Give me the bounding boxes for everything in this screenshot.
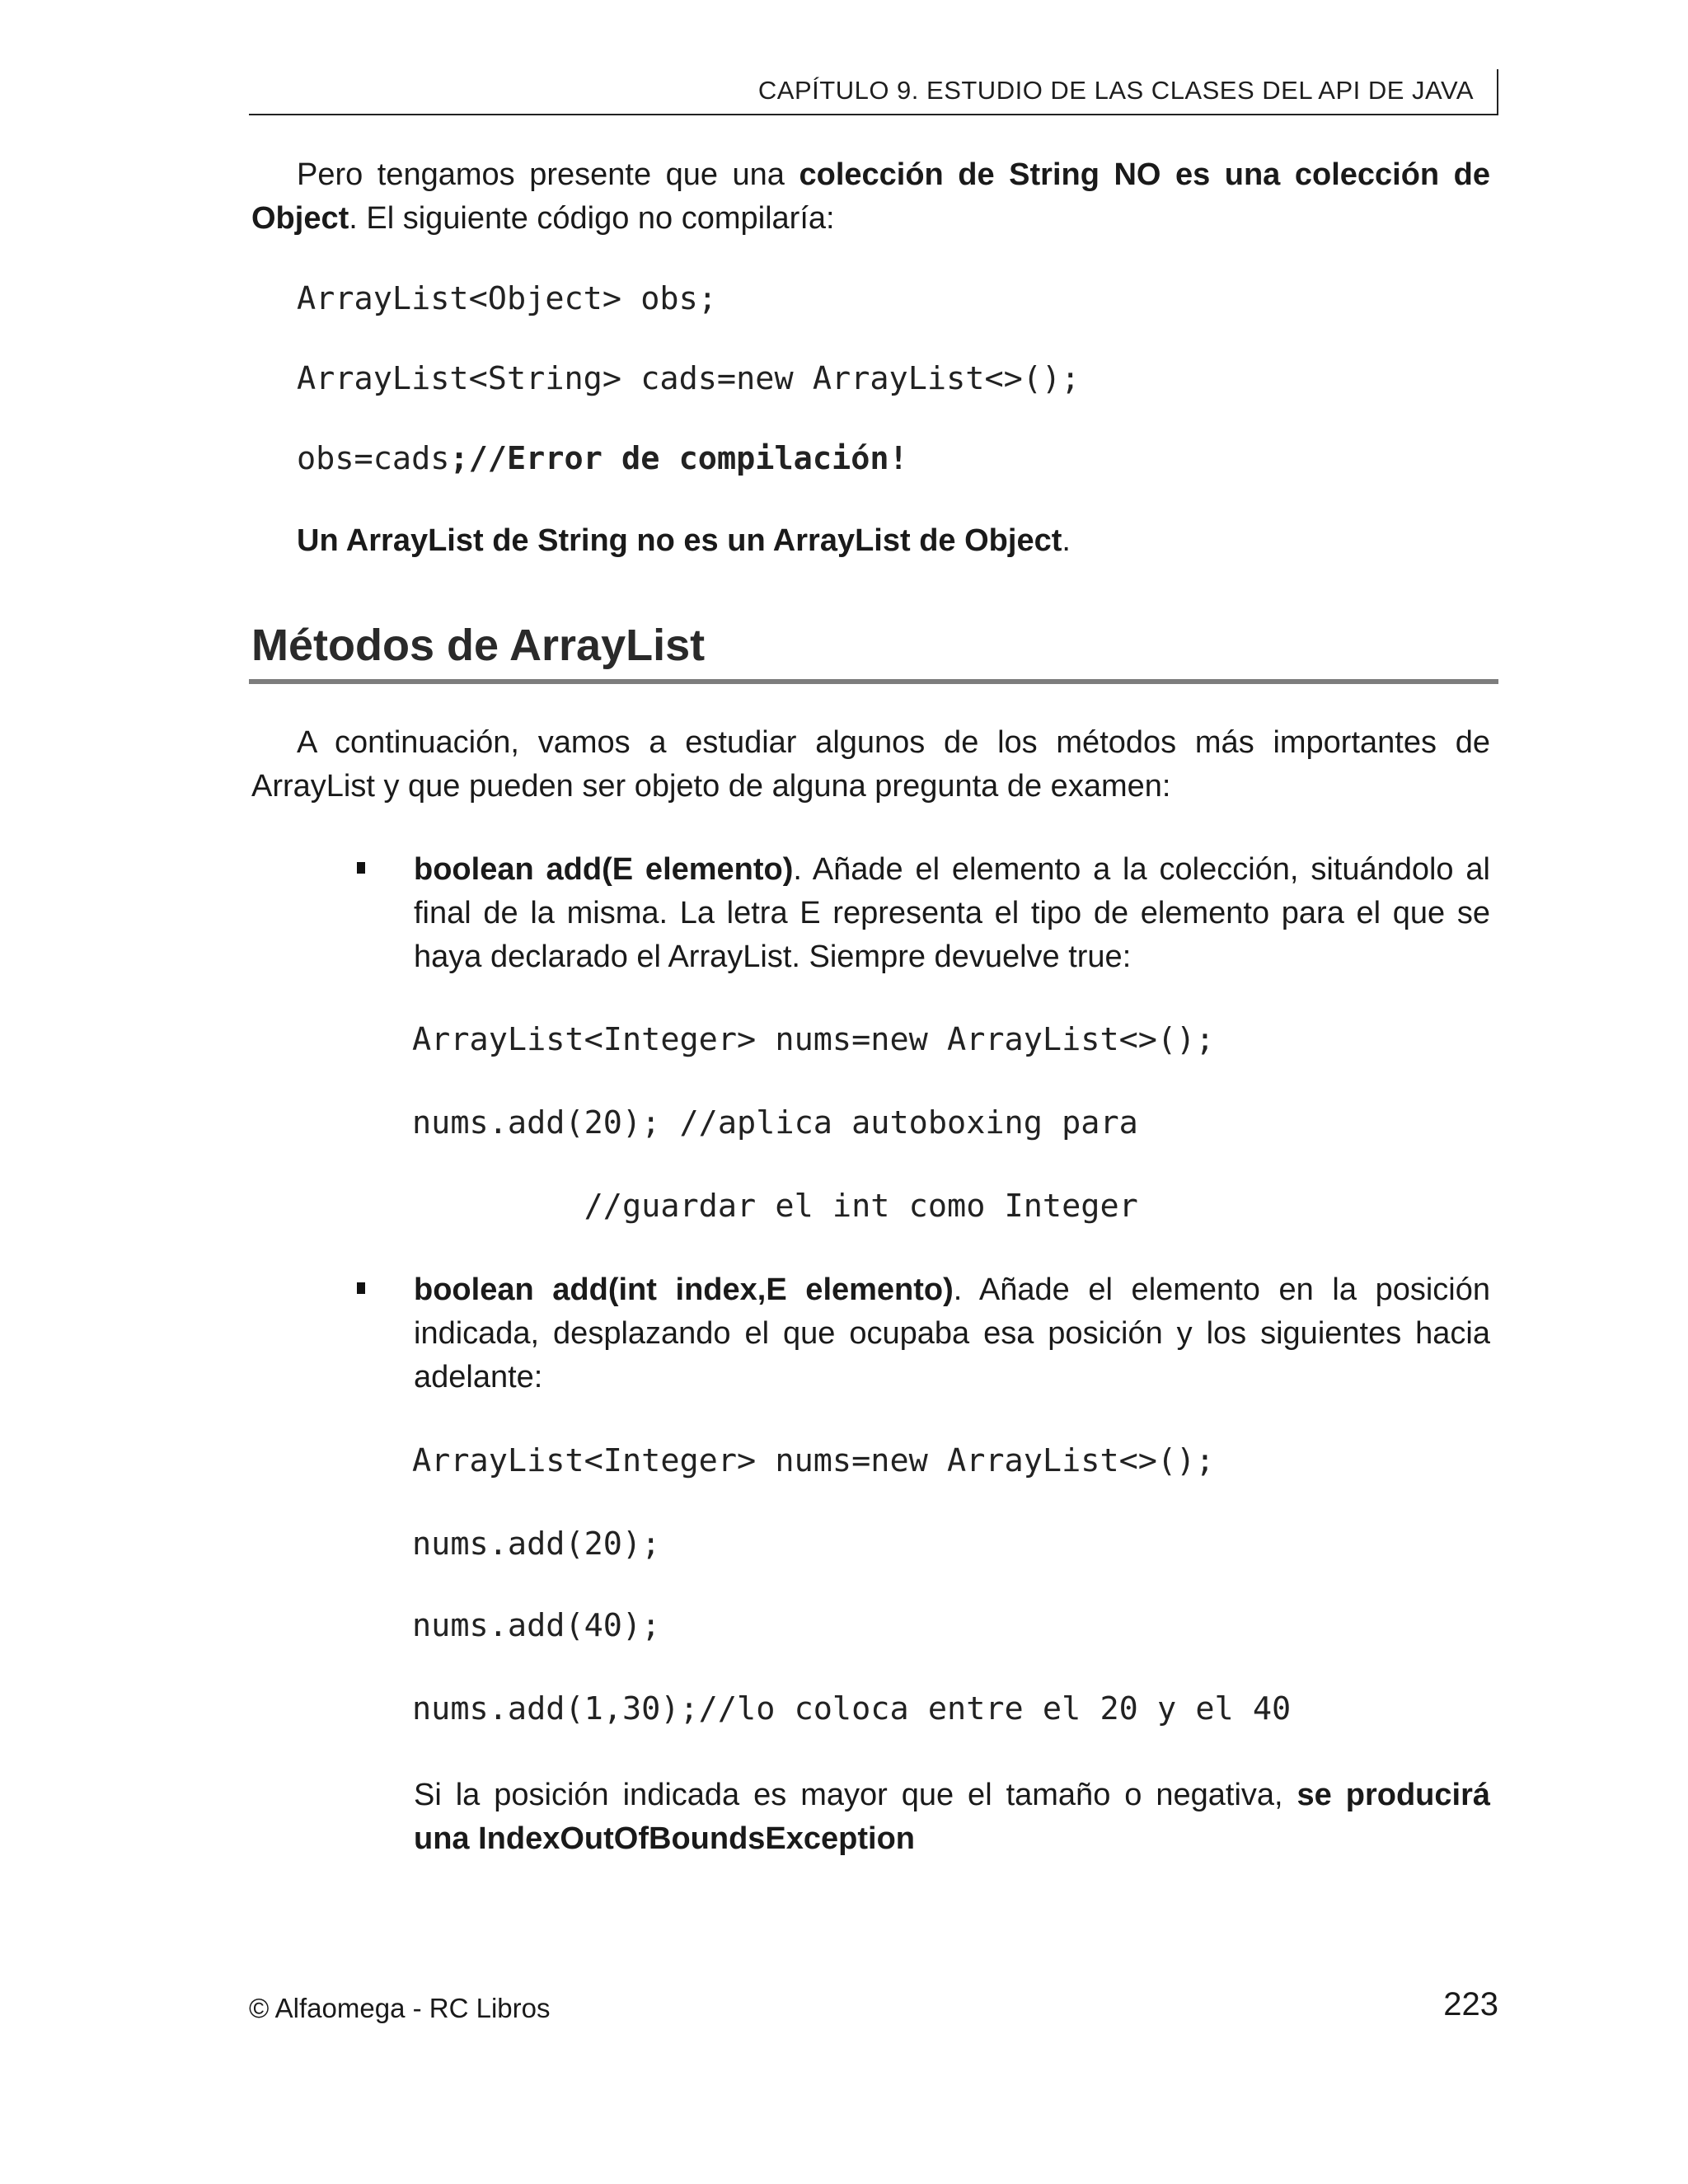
code-line: ArrayList<Integer> nums=new ArrayList<>(); (412, 1021, 1215, 1058)
code-line: nums.add(40); (412, 1607, 661, 1644)
code-line: nums.add(1,30);//lo coloca entre el 20 y el 40 (412, 1690, 1292, 1727)
note-bold: Un ArrayList de String no es un ArrayList de Object (297, 523, 1062, 558)
code-line: ArrayList<Object> obs; (297, 280, 717, 317)
code-bold-comment: ;//Error de compilación! (449, 440, 908, 477)
bullet-icon (357, 862, 365, 874)
section-rule (249, 679, 1498, 684)
exception-note-bold: se producirá una IndexOutOfBoundsException (414, 1778, 1490, 1856)
code-line: nums.add(20); (412, 1526, 661, 1563)
section-intro-paragraph: A continuación, vamos a estudiar algunos de los métodos más importantes de ArrayList y que pueden ser objeto de alguna pregunta de examen: (251, 725, 1490, 804)
method-description-text: . Añade el elemento en la posición indicada, desplazando el que ocupaba esa posición y los siguientes hacia adelante: (414, 1272, 1490, 1394)
exception-note (414, 1774, 1490, 1861)
code-line (297, 440, 908, 477)
code-text: obs=cads (297, 440, 450, 477)
method-description (414, 1268, 1490, 1399)
method-description (414, 848, 1490, 979)
method-description-text: . Añade el elemento a la colección, situándolo al final de la misma. La letra E representa el tipo de elemento para el que se haya declarado el ArrayList. Siempre devuelve true: (414, 852, 1490, 974)
intro-paragraph (251, 153, 1490, 241)
header-vertical-rule (1497, 69, 1498, 114)
exception-note-text: Si la posición indicada es mayor que el tamaño o negativa, (414, 1778, 1297, 1812)
intro-text: Pero tengamos presente que una (297, 157, 799, 192)
running-header (249, 71, 1498, 115)
section-title: Métodos de ArrayList (251, 621, 706, 670)
intro-bold-text: colección de String NO es una colección de Object (251, 157, 1491, 236)
method-signature: boolean add(int index,E elemento) (414, 1272, 954, 1307)
note-end: . (1062, 523, 1071, 558)
chapter-title: CAPÍTULO 9. ESTUDIO DE LAS CLASES DEL API DE JAVA (757, 76, 1474, 105)
code-line: ArrayList<Integer> nums=new ArrayList<>(); (412, 1442, 1215, 1479)
bullet-icon (357, 1282, 365, 1294)
code-line: nums.add(20); //aplica autoboxing para (412, 1104, 1138, 1141)
code-line: //guardar el int como Integer (412, 1188, 1138, 1225)
footer-publisher: © Alfaomega - RC Libros (249, 1993, 551, 2023)
note-line (297, 523, 1071, 559)
page-number: 223 (1443, 1986, 1498, 2022)
intro-text-end: . El siguiente código no compilaría: (349, 201, 835, 236)
method-signature: boolean add(E elemento) (414, 852, 794, 887)
code-line: ArrayList<String> cads=new ArrayList<>(); (297, 360, 1081, 397)
